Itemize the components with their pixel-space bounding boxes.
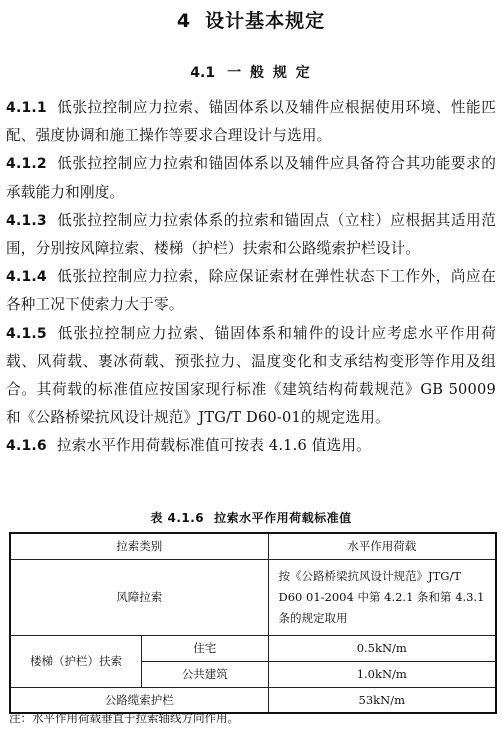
clause-number: 4.1.3: [6, 212, 47, 229]
header-load: 水平作用荷载: [268, 533, 496, 559]
clause-number: 4.1.6: [6, 438, 47, 455]
clause-text: 低张拉控制应力拉索、锚固体系和辅件的设计应考虑水平作用荷载、风荷载、裹冰荷载、预张拉力、温度变化和支承结构变形等作用及组合。其荷载的标准值应按国家现行标准《建筑结构荷载规范》GB 50009 和《公路桥梁抗风设计规范》JTG/T D60-01的规定选用。: [6, 324, 496, 427]
cell-public-value: 1.0kN/m: [268, 661, 496, 687]
clause-number: 4.1.4: [6, 269, 47, 286]
header-category: 拉索类别: [10, 533, 268, 559]
cell-wind-value: 按《公路桥梁抗风设计规范》JTG/T D60 01-2004 中第 4.2.1 条和第 4.3.1 条的规定取用: [268, 559, 496, 635]
clause-4-1-5: [6, 320, 496, 433]
clause-4-1-1: [6, 94, 496, 150]
table-caption: [0, 509, 502, 526]
table-note: 注：水平作用荷载垂直于拉索轴线方向作用。: [9, 711, 239, 725]
clause-text: 拉索水平作用荷载标准值可按表 4.1.6 值选用。: [56, 437, 371, 455]
cell-highway-value: 53kN/m: [268, 687, 496, 713]
chapter-number: 4: [176, 10, 192, 32]
clause-list: [6, 94, 496, 461]
clause-text: 低张拉控制应力拉索体系的拉索和锚固点（立柱）应根据其适用范围，分别按风障拉索、楼梯（护栏）扶索和公路缆索护栏设计。: [6, 211, 496, 258]
chapter-title-text: 设计基本规定: [205, 10, 326, 32]
section-title-text: 一 般 规 定: [227, 65, 312, 81]
cell-wind-category: 风障拉索: [10, 559, 268, 635]
clause-4-1-3: [6, 207, 496, 263]
load-table: [9, 532, 497, 714]
clause-4-1-6: [6, 432, 496, 460]
table-caption-number: 表 4.1.6: [150, 511, 205, 525]
clause-number: 4.1.5: [6, 325, 47, 342]
clause-4-1-2: [6, 150, 496, 206]
clause-number: 4.1.1: [6, 100, 47, 116]
table-header-row: [10, 533, 496, 559]
cell-public-label: 公共建筑: [142, 661, 268, 687]
section-number: 4.1: [190, 65, 216, 81]
cell-highway-category: 公路缆索护栏: [10, 687, 268, 713]
cell-residential-label: 住宅: [142, 635, 268, 661]
cell-stair-category: 楼梯（护栏）扶索: [10, 635, 142, 687]
chapter-title: [0, 6, 502, 33]
table-row-wind: [10, 559, 496, 635]
clause-4-1-4: [6, 263, 496, 319]
clause-text: 低张拉控制应力拉索，除应保证索材在弹性状态下工作外，尚应在各种工况下使索力大于零。: [6, 268, 496, 314]
clause-text: 低张拉控制应力拉索、锚固体系以及辅件应根据使用环境、性能匹配、强度协调和施工操作等要求合理设计与选用。: [6, 99, 496, 145]
table-caption-title: 拉索水平作用荷载标准值: [214, 511, 352, 525]
cell-residential-value: 0.5kN/m: [268, 635, 496, 661]
section-title: [0, 62, 502, 82]
clause-text: 低张拉控制应力拉索和锚固体系以及辅件应具备符合其功能要求的承载能力和刚度。: [6, 155, 496, 201]
table-row-stair-residential: [10, 635, 496, 661]
clause-number: 4.1.2: [6, 156, 47, 173]
